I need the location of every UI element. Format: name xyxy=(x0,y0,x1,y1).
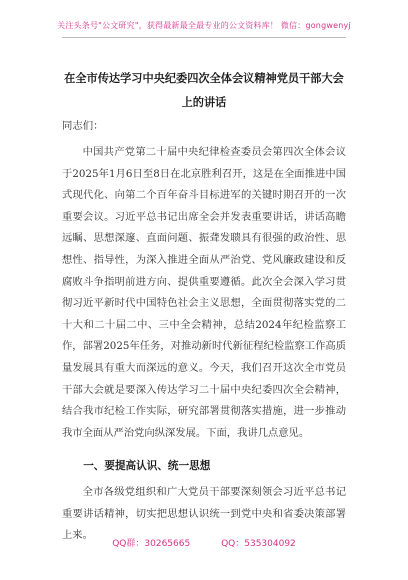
header-divider xyxy=(62,37,346,38)
header-banner: 关注头条号"公文研究"，获得最新最全最专业的公文资料库！ 微信：gongwenyj xyxy=(57,21,351,30)
document-title xyxy=(55,66,353,114)
greeting: 同志们： xyxy=(62,120,104,132)
title-line-1: 在全市传达学习中央纪委四次全体会议精神党员干部大会 xyxy=(64,71,344,85)
footer-qq-group: QQ群：30265665 xyxy=(112,539,191,549)
paragraph-2: 全市各级党组织和广大党员干部要深刻领会习近平总书记重要讲话精神，切实把思想认识统一到党中央和省委决策部署上来。 xyxy=(62,486,346,542)
footer-contact xyxy=(0,536,408,549)
title-line-2: 上的讲话 xyxy=(181,95,227,109)
section-1-heading: 一、要提高认识、统一思想 xyxy=(83,460,211,472)
paragraph-1: 中国共产党第二十届中央纪律检查委员会第四次全体会议于2025年1月6日至8日在北京胜利召开，这是在全面推进中国式现代化、向第二个百年奋斗目标进军的关键时期召开的一次重要会议。习近平总书记出席全会并发表重要讲话，讲话高瞻远瞩、思想深邃、直面问题、振聋发聩具有很强的政治性、思想性、指导性，为深入推进全面从严治党、党风廉政建设和反腐败斗争指明前进方向、提供重要遵循。此次全会深入学习贯彻习近平新时代中国特色社会主义思想，全面贯彻落实党的二十大和二十届二中、三中全会精神，总结2024年纪检监察工作，部署2025年任务，对推动新时代新征程纪检监察工作高质量发展具有重大而深远的意义。今天，我们召开这次全市党员干部大会就是要深入传达学习二十届中央纪委四次全会精神，结合我市纪检工作实际，研究部署贯彻落实措施，进一步推动我市全面从严治党向纵深发展。下面，我讲几点意见。 xyxy=(62,146,346,439)
footer-qq: QQ：535304092 xyxy=(221,539,296,549)
